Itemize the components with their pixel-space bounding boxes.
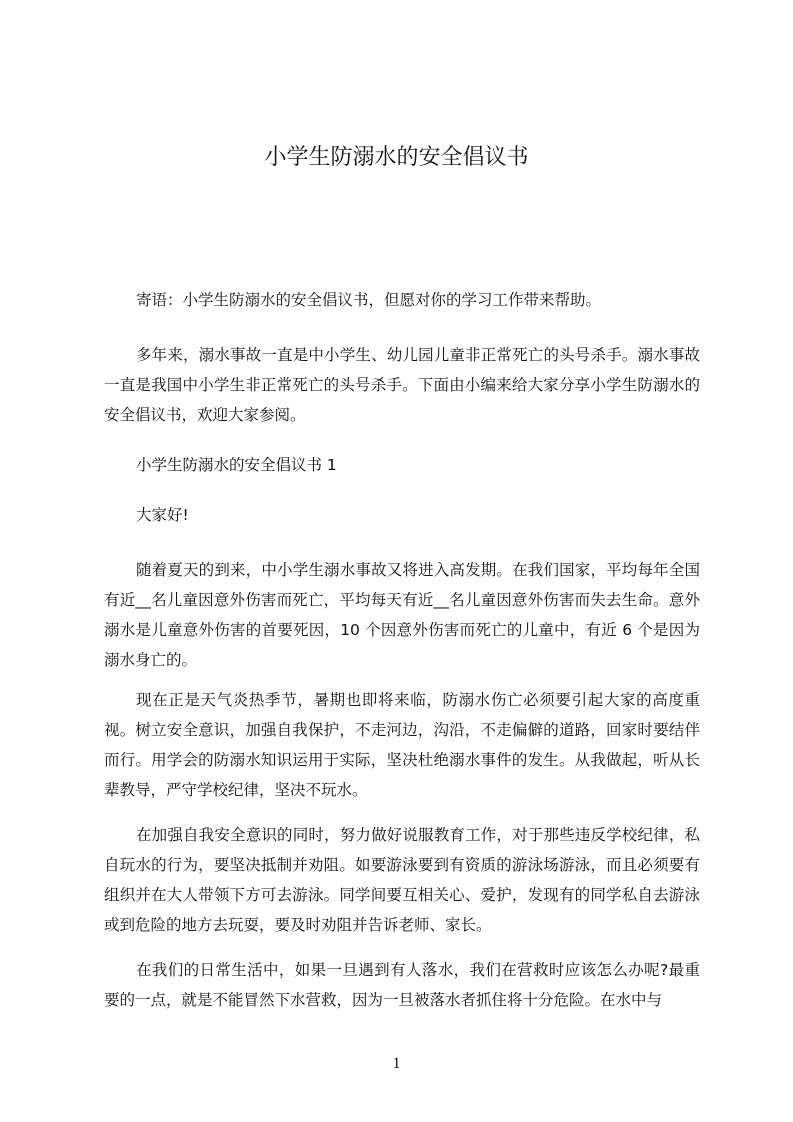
intro-paragraph: 多年来，溺水事故一直是中小学生、幼儿园儿童非正常死亡的头号杀手。溺水事故一直是我国中小学生非正常死亡的头号杀手。下面由小编来给大家分享小学生防溺水的安全倡议书，欢迎大家参阅。 (104, 346, 700, 424)
section-heading: 小学生防溺水的安全倡议书 1 (136, 456, 337, 474)
greeting-paragraph: 寄语：小学生防溺水的安全倡议书，但愿对你的学习工作带来帮助。 (136, 291, 602, 309)
body-paragraph-persuasion: 在加强自我安全意识的同时，努力做好说服教育工作，对于那些违反学校纪律，私自玩水的行为，要坚决抵制并劝阻。如要游泳要到有资质的游泳场游泳，而且必须要有组织并在大人带领下方可去游泳。同学间要互相关心、爱护，发现有的同学私自去游泳或到危险的地方去玩耍，要及时劝阻并告诉老师、家长。 (104, 826, 700, 934)
document-title: 小学生防溺水的安全倡议书 (264, 145, 529, 170)
body-paragraph-statistics: 随着夏天的到来，中小学生溺水事故又将进入高发期。在我们国家，平均每年全国有近__名儿童因意外伤害而死亡，平均每天有近__名儿童因意外伤害而失去生命。意外溺水是儿童意外伤害的首要死因，10 个因意外伤害而死亡的儿童中，有近 6 个是因为溺水身亡的。 (104, 561, 700, 669)
salutation-paragraph: 大家好! (136, 506, 189, 524)
body-paragraph-rescue: 在我们的日常生活中，如果一旦遇到有人落水，我们在营救时应该怎么办呢?最重要的一点，就是不能冒然下水营救，因为一旦被落水者抓住将十分危险。在水中与 (104, 961, 700, 1009)
page-number: 1 (392, 1055, 401, 1072)
body-paragraph-safety-awareness: 现在正是天气炎热季节，暑期也即将来临，防溺水伤亡必须要引起大家的高度重视。树立安全意识，加强自我保护，不走河边，沟沿，不走偏僻的道路，回家时要结伴而行。用学会的防溺水知识运用于实际，坚决杜绝溺水事件的发生。从我做起，听从长辈教导，严守学校纪律，坚决不玩水。 (104, 691, 700, 799)
